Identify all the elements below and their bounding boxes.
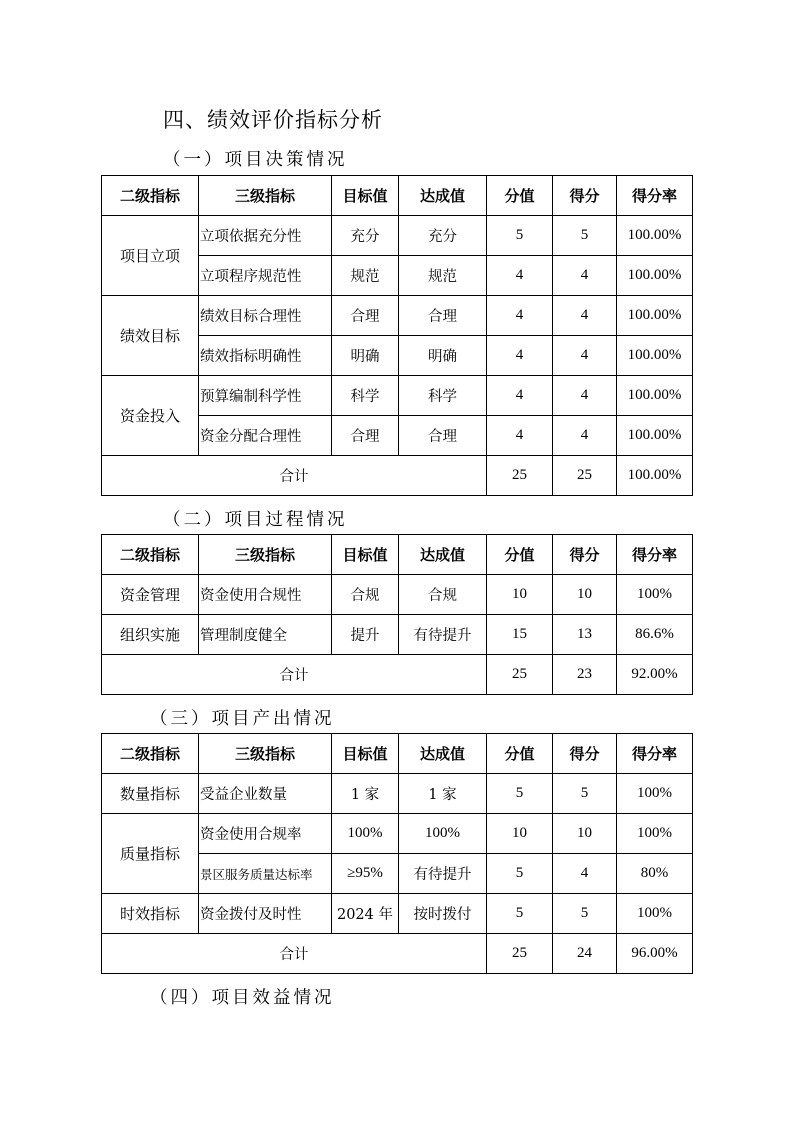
weight-cell: 10: [487, 575, 553, 615]
weight-cell: 5: [487, 854, 553, 894]
rate-cell: 100%: [617, 894, 693, 934]
header-actual: 达成值: [399, 535, 487, 575]
indicator-cell: 景区服务质量达标率: [199, 854, 332, 894]
target-cell: 合理: [332, 416, 399, 456]
section-title-process: （二）项目过程情况: [163, 510, 348, 530]
table-output: [101, 733, 693, 974]
table-row: [102, 575, 693, 615]
header-weight: 分值: [487, 176, 553, 216]
table-row: [102, 216, 693, 256]
rate-cell: 100.00%: [617, 256, 693, 296]
target-cell: 充分: [332, 216, 399, 256]
level2-cell: 项目立项: [102, 216, 199, 296]
actual-cell: 按时拨付: [399, 894, 487, 934]
score-cell: 4: [553, 296, 617, 336]
rate-cell: 100.00%: [617, 376, 693, 416]
indicator-cell: 绩效目标合理性: [199, 296, 332, 336]
header-score: 得分: [553, 176, 617, 216]
score-cell: 4: [553, 376, 617, 416]
rate-cell: 80%: [617, 854, 693, 894]
actual-cell: 明确: [399, 336, 487, 376]
total-weight: 25: [487, 934, 553, 974]
weight-cell: 4: [487, 296, 553, 336]
weight-cell: 5: [487, 894, 553, 934]
target-cell: 1 家: [332, 774, 399, 814]
section-title-decision: （一）项目决策情况: [163, 150, 348, 170]
score-cell: 4: [553, 256, 617, 296]
header-row: [102, 176, 693, 216]
header-weight: 分值: [487, 734, 553, 774]
target-cell: ≥95%: [332, 854, 399, 894]
header-rate: 得分率: [617, 535, 693, 575]
total-score: 23: [553, 655, 617, 695]
actual-cell: 1 家: [399, 774, 487, 814]
level2-cell: 数量指标: [102, 774, 199, 814]
actual-cell: 充分: [399, 216, 487, 256]
actual-cell: 合理: [399, 296, 487, 336]
indicator-cell: 资金拨付及时性: [199, 894, 332, 934]
header-level2: 二级指标: [102, 176, 199, 216]
table-row: [102, 774, 693, 814]
total-row: [102, 456, 693, 496]
weight-cell: 5: [487, 216, 553, 256]
total-row: [102, 934, 693, 974]
weight-cell: 15: [487, 615, 553, 655]
total-weight: 25: [487, 456, 553, 496]
header-score: 得分: [553, 734, 617, 774]
header-level2: 二级指标: [102, 535, 199, 575]
table-decision: [101, 175, 693, 496]
weight-cell: 10: [487, 814, 553, 854]
total-weight: 25: [487, 655, 553, 695]
actual-cell: 100%: [399, 814, 487, 854]
indicator-cell: 立项依据充分性: [199, 216, 332, 256]
header-level3: 三级指标: [199, 535, 332, 575]
indicator-cell: 资金分配合理性: [199, 416, 332, 456]
header-level2: 二级指标: [102, 734, 199, 774]
score-cell: 4: [553, 416, 617, 456]
score-cell: 4: [553, 336, 617, 376]
target-cell: 合规: [332, 575, 399, 615]
target-cell: 2024 年: [332, 894, 399, 934]
score-cell: 4: [553, 854, 617, 894]
header-row: [102, 734, 693, 774]
target-cell: 100%: [332, 814, 399, 854]
level2-cell: 绩效目标: [102, 296, 199, 376]
header-level3: 三级指标: [199, 734, 332, 774]
header-target: 目标值: [332, 176, 399, 216]
weight-cell: 4: [487, 416, 553, 456]
actual-cell: 有待提升: [399, 854, 487, 894]
target-cell: 规范: [332, 256, 399, 296]
section-title-output: （三）项目产出情况: [150, 709, 335, 729]
header-weight: 分值: [487, 535, 553, 575]
header-level3: 三级指标: [199, 176, 332, 216]
indicator-cell: 资金使用合规率: [199, 814, 332, 854]
score-cell: 5: [553, 216, 617, 256]
level2-cell: 资金管理: [102, 575, 199, 615]
indicator-cell: 管理制度健全: [199, 615, 332, 655]
total-label: 合计: [102, 934, 487, 974]
actual-cell: 合理: [399, 416, 487, 456]
total-rate: 96.00%: [617, 934, 693, 974]
rate-cell: 100%: [617, 774, 693, 814]
score-cell: 10: [553, 814, 617, 854]
actual-cell: 合规: [399, 575, 487, 615]
weight-cell: 4: [487, 336, 553, 376]
total-score: 24: [553, 934, 617, 974]
table-row: [102, 615, 693, 655]
level2-cell: 时效指标: [102, 894, 199, 934]
target-cell: 提升: [332, 615, 399, 655]
table-process: [101, 534, 693, 695]
header-rate: 得分率: [617, 176, 693, 216]
rate-cell: 100.00%: [617, 336, 693, 376]
header-row: [102, 535, 693, 575]
indicator-cell: 预算编制科学性: [199, 376, 332, 416]
total-row: [102, 655, 693, 695]
level2-cell: 质量指标: [102, 814, 199, 894]
rate-cell: 100.00%: [617, 416, 693, 456]
rate-cell: 100.00%: [617, 216, 693, 256]
table-row: [102, 894, 693, 934]
total-rate: 100.00%: [617, 456, 693, 496]
actual-cell: 科学: [399, 376, 487, 416]
score-cell: 10: [553, 575, 617, 615]
actual-cell: 有待提升: [399, 615, 487, 655]
score-cell: 13: [553, 615, 617, 655]
table-row: [102, 296, 693, 336]
header-actual: 达成值: [399, 734, 487, 774]
rate-cell: 100%: [617, 814, 693, 854]
section-title-benefit: （四）项目效益情况: [150, 988, 335, 1008]
rate-cell: 100.00%: [617, 296, 693, 336]
header-target: 目标值: [332, 535, 399, 575]
total-label: 合计: [102, 655, 487, 695]
table-row: [102, 814, 693, 854]
header-rate: 得分率: [617, 734, 693, 774]
table-row: [102, 376, 693, 416]
total-label: 合计: [102, 456, 487, 496]
indicator-cell: 受益企业数量: [199, 774, 332, 814]
score-cell: 5: [553, 894, 617, 934]
header-score: 得分: [553, 535, 617, 575]
target-cell: 明确: [332, 336, 399, 376]
rate-cell: 100%: [617, 575, 693, 615]
header-actual: 达成值: [399, 176, 487, 216]
indicator-cell: 绩效指标明确性: [199, 336, 332, 376]
indicator-cell: 立项程序规范性: [199, 256, 332, 296]
target-cell: 合理: [332, 296, 399, 336]
indicator-cell: 资金使用合规性: [199, 575, 332, 615]
total-score: 25: [553, 456, 617, 496]
page-heading: 四、绩效评价指标分析: [163, 108, 383, 132]
rate-cell: 86.6%: [617, 615, 693, 655]
weight-cell: 5: [487, 774, 553, 814]
total-rate: 92.00%: [617, 655, 693, 695]
target-cell: 科学: [332, 376, 399, 416]
weight-cell: 4: [487, 256, 553, 296]
weight-cell: 4: [487, 376, 553, 416]
header-target: 目标值: [332, 734, 399, 774]
actual-cell: 规范: [399, 256, 487, 296]
level2-cell: 资金投入: [102, 376, 199, 456]
score-cell: 5: [553, 774, 617, 814]
level2-cell: 组织实施: [102, 615, 199, 655]
